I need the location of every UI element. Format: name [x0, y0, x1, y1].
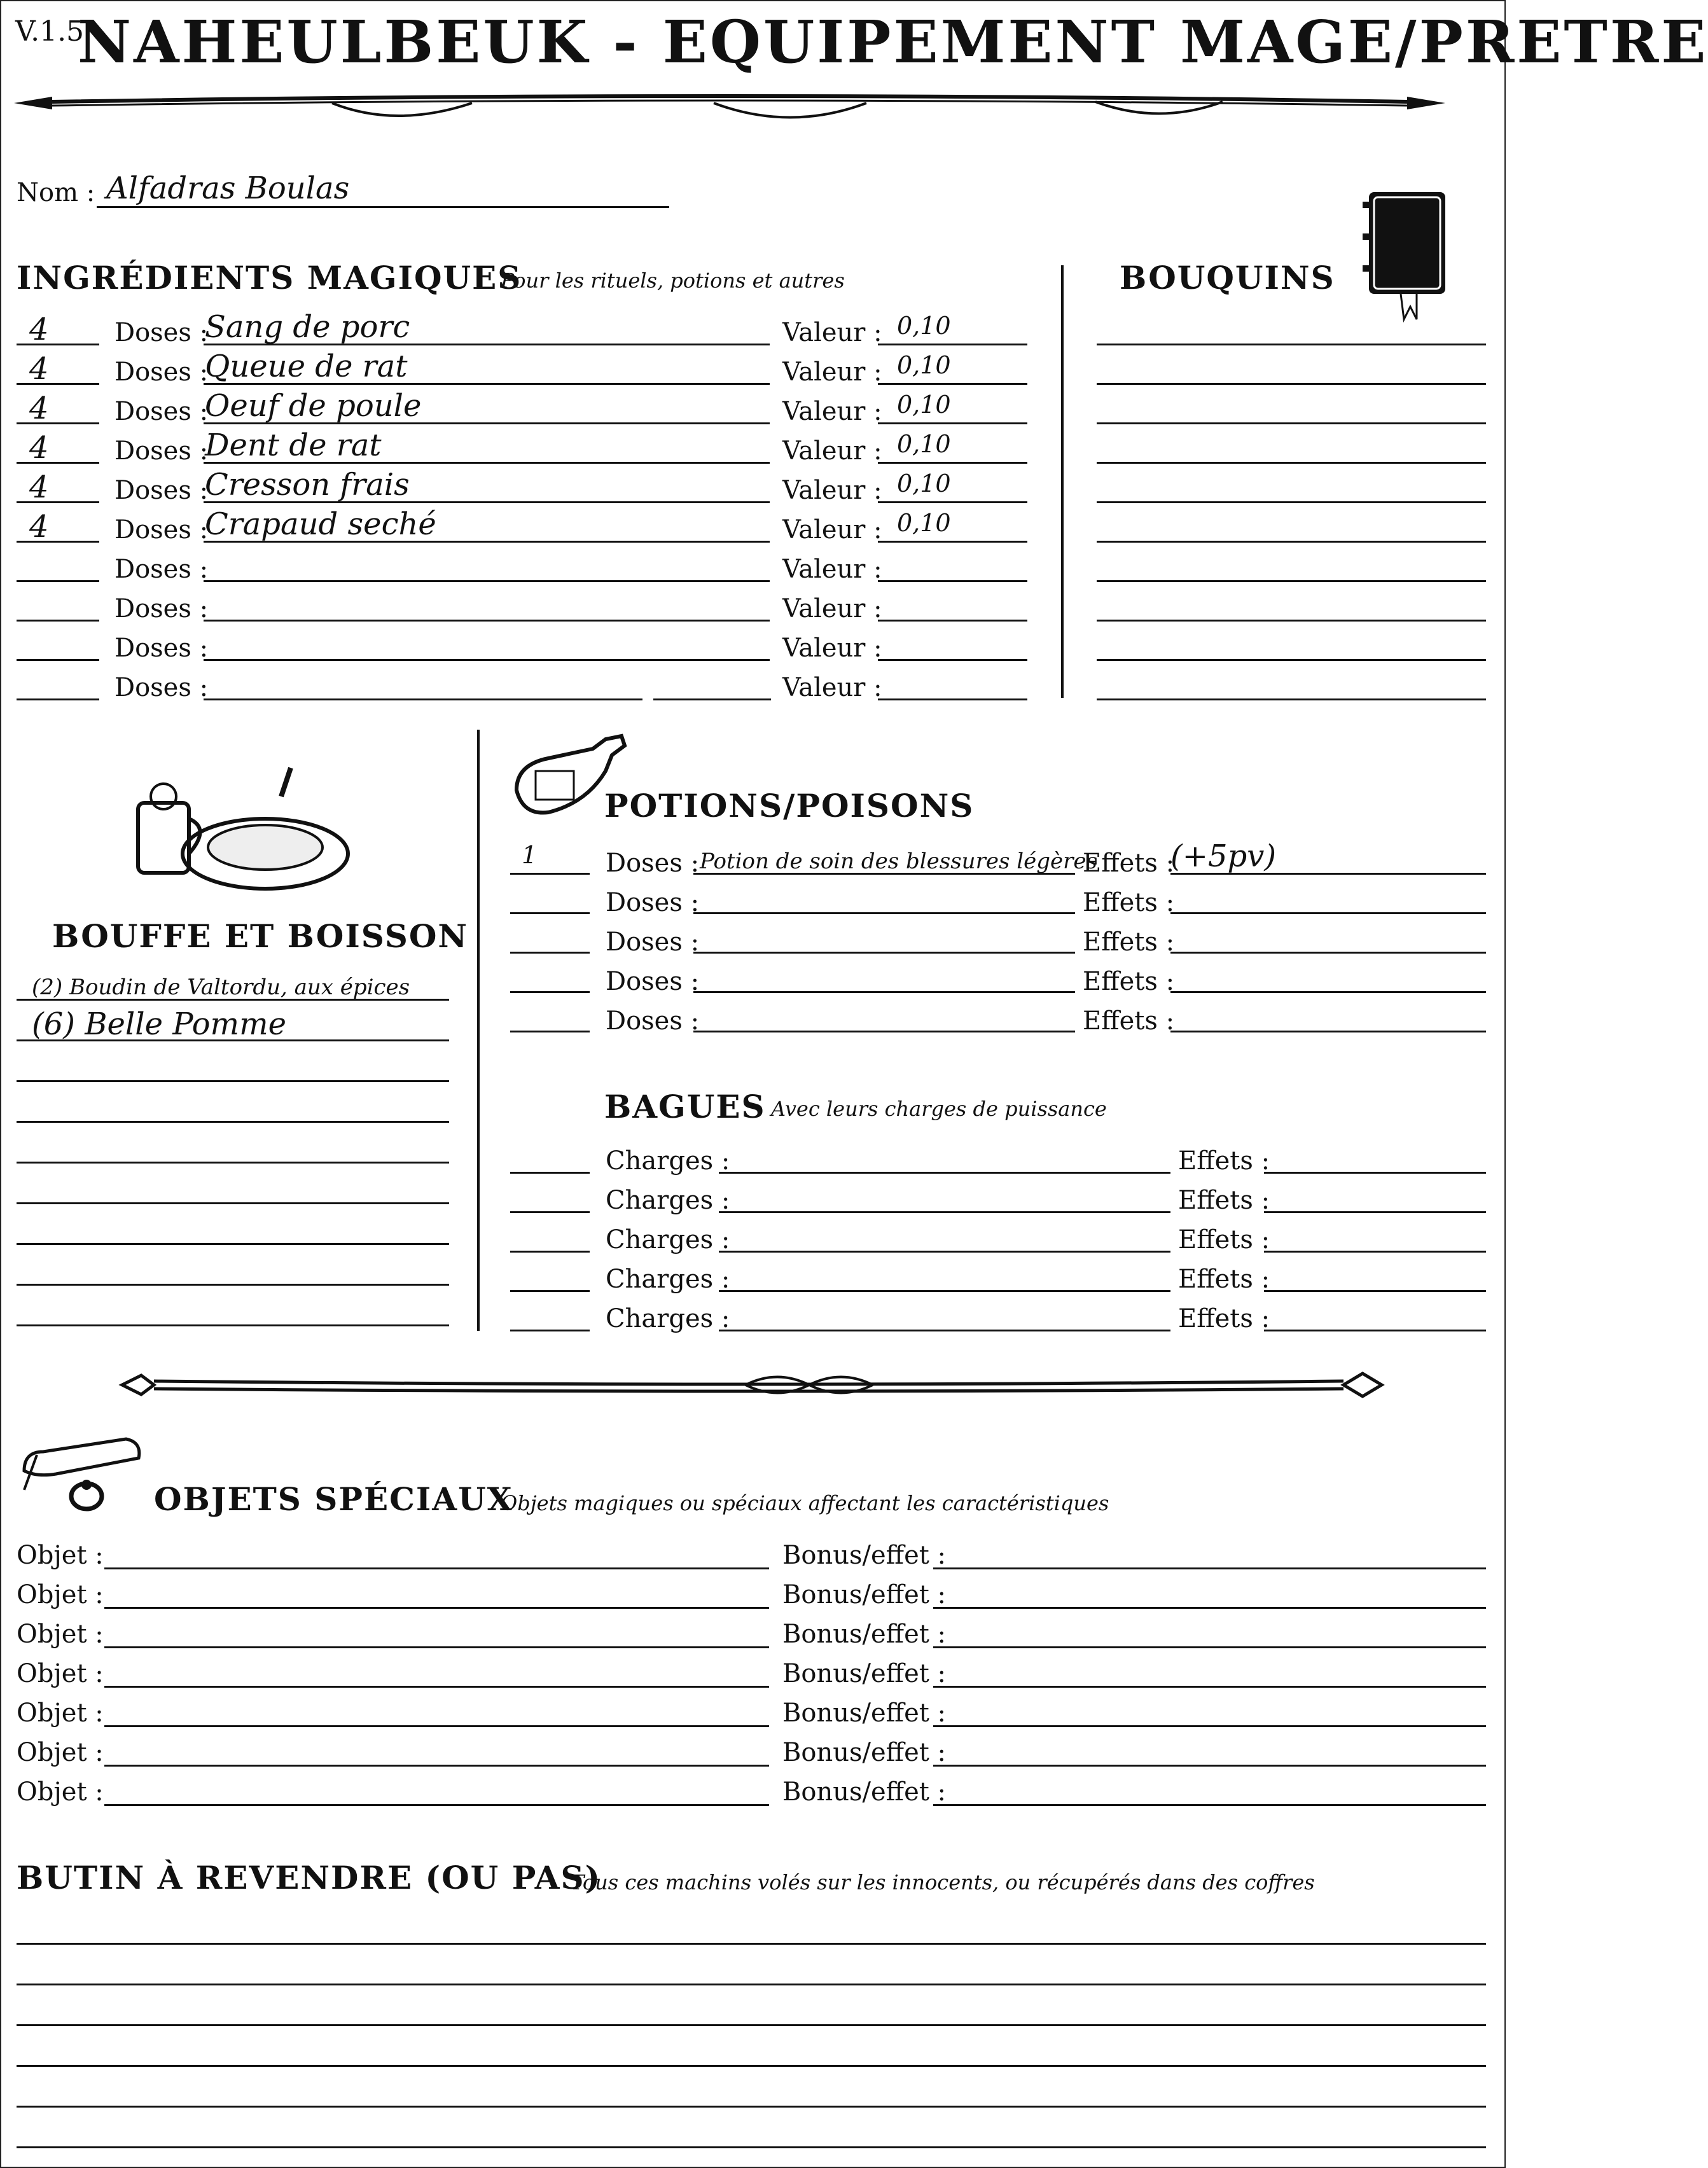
version-label: V.1.5 — [15, 15, 85, 48]
potion-name-line — [693, 991, 1075, 993]
food-heading: BOUFFE ET BOISSON — [52, 917, 469, 955]
objets-subtitle: Objets magiques ou spéciaux affectant les caractéristiques — [501, 1491, 1109, 1515]
ingredient-value-line — [878, 422, 1027, 424]
objet-bonus-label: Bonus/effet : — [782, 1699, 947, 1728]
ingredient-name-line — [204, 580, 770, 582]
bouquin-line[interactable] — [1097, 344, 1486, 345]
ingredient-doses-label: Doses : — [115, 436, 209, 466]
food-line — [17, 1202, 449, 1204]
book-icon — [1356, 186, 1458, 319]
ingredient-valeur-label: Valeur : — [782, 318, 882, 347]
ingredient-qty[interactable]: 4 — [29, 391, 49, 426]
ingredient-doses-label: Doses : — [115, 397, 209, 426]
ingredient-value[interactable]: 0,10 — [897, 312, 951, 340]
ingredient-doses-label: Doses : — [115, 515, 209, 545]
butin-line[interactable] — [17, 1943, 1486, 1945]
bague-qty-line[interactable] — [510, 1290, 590, 1292]
objet-line[interactable] — [104, 1646, 769, 1648]
potion-doses-label: Doses : — [606, 967, 700, 996]
spear-divider-icon — [14, 84, 1445, 135]
ingredient-doses-label: Doses : — [115, 318, 209, 347]
ingredient-valeur-label: Valeur : — [782, 358, 882, 387]
potion-doses-label: Doses : — [606, 888, 700, 917]
objet-bonus-line[interactable] — [933, 1646, 1486, 1648]
bouquin-line[interactable] — [1097, 698, 1486, 700]
bouquins-heading: BOUQUINS — [1120, 259, 1335, 296]
ingredient-name-line-extra — [653, 698, 771, 700]
ingredient-valeur-label: Valeur : — [782, 555, 882, 584]
ingredient-valeur-label: Valeur : — [782, 594, 882, 623]
objet-bonus-label: Bonus/effet : — [782, 1620, 947, 1649]
bague-charges-label: Charges : — [606, 1265, 730, 1294]
potion-qty-line — [510, 912, 590, 914]
bague-qty-line[interactable] — [510, 1172, 590, 1174]
objet-bonus-line[interactable] — [933, 1686, 1486, 1688]
ingredient-name[interactable]: Sang de porc — [205, 309, 410, 345]
bague-qty-line[interactable] — [510, 1251, 590, 1253]
bouquin-line[interactable] — [1097, 422, 1486, 424]
vertical-divider-2 — [477, 730, 480, 1331]
butin-line[interactable] — [17, 2065, 1486, 2067]
ingredient-qty[interactable]: 4 — [29, 312, 49, 347]
bague-effect-line[interactable] — [1264, 1251, 1486, 1253]
objet-label: Objet : — [17, 1580, 104, 1609]
bagues-subtitle: Avec leurs charges de puissance — [771, 1097, 1107, 1121]
ingredients-subtitle: Pour les rituels, potions et autres — [501, 268, 845, 293]
bague-charges-line[interactable] — [719, 1330, 1170, 1331]
potion-name-line — [693, 912, 1075, 914]
ingredient-value-line — [878, 383, 1027, 385]
food-item[interactable]: (6) Belle Pomme — [32, 1006, 286, 1042]
potion-name[interactable]: Potion de soin des blessures légères — [700, 849, 1097, 874]
ingredient-qty[interactable]: 4 — [29, 469, 49, 505]
potion-qty-line — [510, 873, 590, 875]
ingredient-name[interactable]: Dent de rat — [205, 427, 382, 463]
objet-line[interactable] — [104, 1725, 769, 1727]
ingredient-value-line — [878, 462, 1027, 464]
potion-doses-label: Doses : — [606, 1006, 700, 1036]
butin-line[interactable] — [17, 2106, 1486, 2108]
objet-line[interactable] — [104, 1804, 769, 1806]
potions-heading: POTIONS/POISONS — [604, 787, 975, 824]
ingredient-name[interactable]: Oeuf de poule — [205, 388, 422, 424]
potion-effets-label: Effets : — [1083, 1006, 1175, 1036]
bague-charges-label: Charges : — [606, 1304, 730, 1333]
ingredient-valeur-label: Valeur : — [782, 515, 882, 545]
objet-bonus-line[interactable] — [933, 1765, 1486, 1767]
food-line — [17, 1080, 449, 1082]
ingredient-qty-line — [17, 659, 99, 661]
objet-bonus-label: Bonus/effet : — [782, 1541, 947, 1570]
objet-bonus-line[interactable] — [933, 1567, 1486, 1569]
ingredient-valeur-label: Valeur : — [782, 476, 882, 505]
ingredient-name-line — [204, 698, 642, 700]
ingredient-qty-line — [17, 620, 99, 622]
name-field-line — [97, 206, 669, 208]
ingredient-name[interactable]: Crapaud seché — [205, 506, 436, 542]
ingredient-value-line — [878, 501, 1027, 503]
objets-heading: OBJETS SPÉCIAUX — [154, 1480, 513, 1518]
ingredient-doses-label: Doses : — [115, 673, 209, 702]
food-plate-icon — [132, 758, 354, 892]
potion-qty[interactable]: 1 — [522, 841, 538, 869]
potion-name-line — [693, 1031, 1075, 1032]
butin-line[interactable] — [17, 2024, 1486, 2026]
ingredient-value[interactable]: 0,10 — [897, 351, 951, 379]
ingredient-doses-label: Doses : — [115, 358, 209, 387]
bague-effect-line[interactable] — [1264, 1172, 1486, 1174]
potion-qty-line — [510, 1031, 590, 1032]
objet-line[interactable] — [104, 1686, 769, 1688]
name-field[interactable]: Alfadras Boulas — [106, 170, 350, 206]
ingredient-doses-label: Doses : — [115, 634, 209, 663]
bague-qty-line[interactable] — [510, 1330, 590, 1331]
vertical-divider — [1061, 265, 1064, 698]
ingredient-name[interactable]: Queue de rat — [205, 349, 408, 384]
bouquin-line[interactable] — [1097, 462, 1486, 464]
ingredient-value-line — [878, 659, 1027, 661]
ingredients-heading: INGRÉDIENTS MAGIQUES — [17, 259, 522, 296]
name-label: Nom : — [17, 178, 95, 207]
ingredient-value-line — [878, 344, 1027, 345]
objet-line[interactable] — [104, 1607, 769, 1609]
ingredient-qty-line — [17, 698, 99, 700]
ingredient-value[interactable]: 0,10 — [897, 391, 951, 419]
objet-bonus-label: Bonus/effet : — [782, 1738, 947, 1767]
bouquin-line[interactable] — [1097, 580, 1486, 582]
ingredient-value-line — [878, 580, 1027, 582]
potion-effect-line — [1170, 991, 1486, 993]
staff-divider-icon — [122, 1366, 1382, 1404]
ingredient-name[interactable]: Cresson frais — [205, 467, 410, 503]
bouquin-line[interactable] — [1097, 620, 1486, 622]
potion-effect[interactable]: (+5pv) — [1170, 838, 1277, 874]
ingredient-valeur-label: Valeur : — [782, 634, 882, 663]
ingredient-value-line — [878, 620, 1027, 622]
bague-charges-label: Charges : — [606, 1225, 730, 1254]
ingredient-value[interactable]: 0,10 — [897, 509, 951, 537]
potion-effect-line — [1170, 952, 1486, 954]
potion-effets-label: Effets : — [1083, 888, 1175, 917]
objet-line[interactable] — [104, 1765, 769, 1767]
bagues-heading: BAGUES — [604, 1088, 766, 1125]
objet-label: Objet : — [17, 1541, 104, 1570]
butin-line[interactable] — [17, 2146, 1486, 2148]
bague-charges-line[interactable] — [719, 1290, 1170, 1292]
bague-charges-line[interactable] — [719, 1211, 1170, 1213]
ingredient-valeur-label: Valeur : — [782, 397, 882, 426]
objet-bonus-line[interactable] — [933, 1804, 1486, 1806]
food-line — [17, 1121, 449, 1123]
food-line — [17, 1324, 449, 1326]
objet-label: Objet : — [17, 1738, 104, 1767]
bague-charges-line[interactable] — [719, 1251, 1170, 1253]
bague-effets-label: Effets : — [1178, 1304, 1270, 1333]
ingredient-name-line — [204, 659, 770, 661]
page-title: NAHEULBEUK - EQUIPEMENT MAGE/PRETRE — [78, 8, 1708, 76]
ingredient-qty[interactable]: 4 — [29, 509, 49, 545]
scroll-and-ring-icon — [18, 1426, 145, 1515]
butin-heading: BUTIN À REVENDRE (OU PAS) — [17, 1859, 602, 1896]
food-item[interactable]: (2) Boudin de Valtordu, aux épices — [32, 975, 410, 1000]
potion-name-line — [693, 952, 1075, 954]
bague-effets-label: Effets : — [1178, 1146, 1270, 1176]
bague-charges-line[interactable] — [719, 1172, 1170, 1174]
potion-qty-line — [510, 991, 590, 993]
ingredient-value[interactable]: 0,10 — [897, 430, 951, 458]
ingredient-valeur-label: Valeur : — [782, 673, 882, 702]
bague-charges-label: Charges : — [606, 1146, 730, 1176]
objet-bonus-line[interactable] — [933, 1607, 1486, 1609]
bague-effets-label: Effets : — [1178, 1225, 1270, 1254]
bague-effets-label: Effets : — [1178, 1265, 1270, 1294]
butin-subtitle: Tous ces machins volés sur les innocents, ou récupérés dans des coffres — [571, 1870, 1315, 1894]
potion-doses-label: Doses : — [606, 849, 700, 878]
ingredient-value-line — [878, 541, 1027, 543]
ingredient-qty[interactable]: 4 — [29, 430, 49, 466]
potion-qty-line — [510, 952, 590, 954]
food-line — [17, 1284, 449, 1286]
bouquin-line[interactable] — [1097, 501, 1486, 503]
food-line — [17, 1162, 449, 1164]
ingredient-name-line — [204, 620, 770, 622]
objet-label: Objet : — [17, 1699, 104, 1728]
bouquin-line[interactable] — [1097, 541, 1486, 543]
ingredient-value[interactable]: 0,10 — [897, 469, 951, 497]
bouquin-line[interactable] — [1097, 383, 1486, 385]
bague-charges-label: Charges : — [606, 1186, 730, 1215]
ingredient-doses-label: Doses : — [115, 594, 209, 623]
ingredient-value-line — [878, 698, 1027, 700]
objet-line[interactable] — [104, 1567, 769, 1569]
ingredient-qty[interactable]: 4 — [29, 351, 49, 387]
potion-doses-label: Doses : — [606, 928, 700, 957]
objet-label: Objet : — [17, 1659, 104, 1688]
bague-effets-label: Effets : — [1178, 1186, 1270, 1215]
bague-effect-line[interactable] — [1264, 1330, 1486, 1331]
objet-bonus-label: Bonus/effet : — [782, 1659, 947, 1688]
ingredient-doses-label: Doses : — [115, 476, 209, 505]
potion-effect-line — [1170, 1031, 1486, 1032]
potion-effets-label: Effets : — [1083, 967, 1175, 996]
bague-effect-line[interactable] — [1264, 1211, 1486, 1213]
potion-effets-label: Effets : — [1083, 928, 1175, 957]
ingredient-qty-line — [17, 580, 99, 582]
objet-bonus-line[interactable] — [933, 1725, 1486, 1727]
objet-label: Objet : — [17, 1620, 104, 1649]
bague-qty-line[interactable] — [510, 1211, 590, 1213]
potion-effect-line — [1170, 912, 1486, 914]
objet-bonus-label: Bonus/effet : — [782, 1777, 947, 1807]
potion-effets-label: Effets : — [1083, 849, 1175, 878]
ingredient-doses-label: Doses : — [115, 555, 209, 584]
bague-effect-line[interactable] — [1264, 1290, 1486, 1292]
food-line — [17, 1243, 449, 1245]
bouquin-line[interactable] — [1097, 659, 1486, 661]
objet-bonus-label: Bonus/effet : — [782, 1580, 947, 1609]
ingredient-valeur-label: Valeur : — [782, 436, 882, 466]
butin-line[interactable] — [17, 1984, 1486, 1985]
objet-label: Objet : — [17, 1777, 104, 1807]
